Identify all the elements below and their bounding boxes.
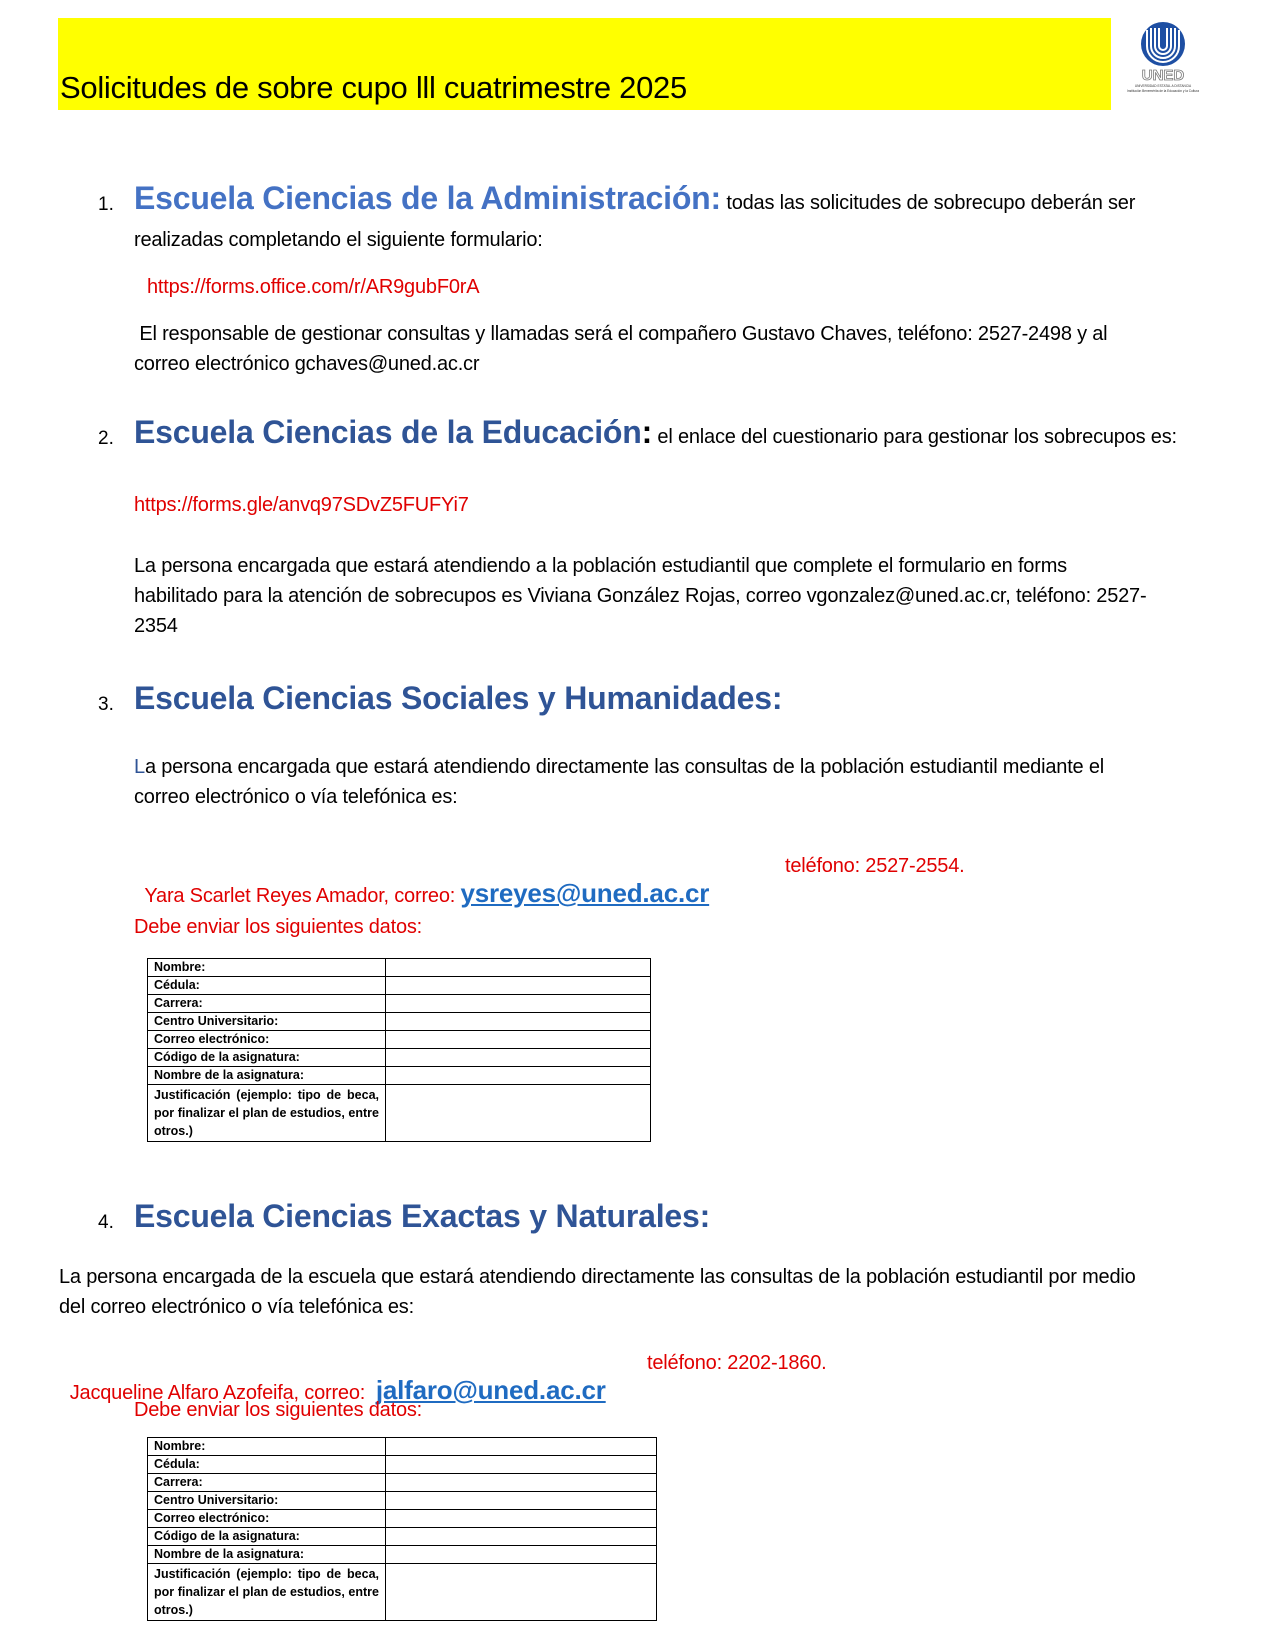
section-4-heading: Escuela Ciencias Exactas y Naturales:	[134, 1198, 711, 1234]
table-row: Correo electrónico:	[148, 1510, 657, 1528]
section-2-contact-line3: 2354	[134, 615, 178, 637]
table-cell-value[interactable]	[386, 977, 651, 995]
section-3-phone: teléfono: 2527-2554.	[785, 855, 965, 877]
section-3-heading: Escuela Ciencias Sociales y Humanidades:	[134, 680, 783, 716]
table-row: Nombre de la asignatura:	[148, 1546, 657, 1564]
table-row: Correo electrónico:	[148, 1031, 651, 1049]
section-3-data-prompt: Debe enviar los siguientes datos:	[134, 916, 423, 938]
table-cell-value[interactable]	[386, 995, 651, 1013]
table-cell-value[interactable]	[386, 1546, 657, 1564]
section-2-contact-line2: habilitado para la atención de sobrecupos es Viviana González Rojas, correo vgonzalez@uned.ac.cr, teléfono: 2527-	[134, 585, 1147, 607]
section-4-body-line2: del correo electrónico o vía telefónica es:	[59, 1296, 414, 1318]
section-3-email-link[interactable]: ysreyes@uned.ac.cr	[460, 878, 710, 908]
table-cell-value[interactable]	[386, 1067, 651, 1085]
table-cell-value[interactable]	[386, 1456, 657, 1474]
table-cell-value[interactable]	[386, 1510, 657, 1528]
section-4-data-prompt: Debe enviar los siguientes datos:	[134, 1399, 423, 1421]
table-row: Nombre de la asignatura:	[148, 1067, 651, 1085]
table-row: Nombre:	[148, 959, 651, 977]
table-cell-value[interactable]	[386, 1031, 651, 1049]
section-3-contact-name: Yara Scarlet Reyes Amador, correo:	[144, 885, 461, 907]
section-3-number: 3.	[98, 694, 114, 715]
section-1-heading-line	[134, 180, 1135, 217]
section-1-heading: Escuela Ciencias de la Administración:	[134, 180, 721, 216]
section-4-contact-name: Jacqueline Alfaro Azofeifa, correo:	[69, 1382, 376, 1404]
table-row: Código de la asignatura:	[148, 1528, 657, 1546]
section-2-heading: Escuela Ciencias de la Educación	[134, 414, 642, 450]
section-4-email-link[interactable]: jalfaro@uned.ac.cr	[375, 1375, 606, 1405]
section-3-body-line1: La persona encargada que estará atendiendo directamente las consultas de la población estudiantil mediante el	[134, 756, 1105, 778]
section-2-number: 2.	[98, 428, 114, 449]
table-row: Carrera:	[148, 995, 651, 1013]
table-cell-value[interactable]	[386, 1085, 651, 1142]
table-cell-value[interactable]	[386, 1474, 657, 1492]
table-cell-value[interactable]	[386, 1438, 657, 1456]
table-cell-value[interactable]	[386, 959, 651, 977]
section-4-phone: teléfono: 2202-1860.	[647, 1352, 827, 1374]
uned-logo-icon	[1118, 20, 1208, 100]
table-row: Carrera:	[148, 1474, 657, 1492]
svg-text:UNIVERSIDAD ESTATAL A DISTANCI: UNIVERSIDAD ESTATAL A DISTANCIA	[1134, 84, 1192, 88]
title-banner	[58, 18, 1111, 110]
table-row: Centro Universitario:	[148, 1492, 657, 1510]
page-title: Solicitudes de sobre cupo lll cuatrimestre 2025	[60, 70, 687, 105]
section-4-data-table	[147, 1437, 657, 1621]
table-row: Centro Universitario:	[148, 1013, 651, 1031]
section-1-number: 1.	[98, 194, 114, 215]
section-1-contact-line2: correo electrónico gchaves@uned.ac.cr	[134, 353, 480, 375]
section-1-intro-line2: realizadas completando el siguiente formulario:	[134, 229, 543, 251]
table-row: Cédula:	[148, 1456, 657, 1474]
table-row: Justificación (ejemplo: tipo de beca, por finalizar el plan de estudios, entre otros.)	[148, 1085, 651, 1142]
section-3-body-line2: correo electrónico o vía telefónica es:	[134, 786, 458, 808]
section-1-form-link[interactable]: https://forms.office.com/r/AR9gubF0rA	[147, 276, 480, 298]
section-3-contact	[134, 848, 709, 911]
table-cell-value[interactable]	[386, 1528, 657, 1546]
svg-text:UNED: UNED	[1141, 67, 1185, 84]
svg-text:Institución Benemérita de la E: Institución Benemérita de la Educación y la Cultura	[1126, 89, 1200, 93]
table-cell-value[interactable]	[386, 1049, 651, 1067]
uned-logo	[1118, 20, 1208, 100]
table-cell-value[interactable]	[386, 1564, 657, 1621]
section-4-body-line1: La persona encargada de la escuela que estará atendiendo directamente las consultas de la población estudiantil por medio	[59, 1266, 1136, 1288]
table-cell-value[interactable]	[386, 1013, 651, 1031]
table-row: Cédula:	[148, 977, 651, 995]
section-2-contact-line1: La persona encargada que estará atendiendo a la población estudiantil que complete el formulario en forms	[134, 555, 1067, 577]
table-row: Código de la asignatura:	[148, 1049, 651, 1067]
table-cell-value[interactable]	[386, 1492, 657, 1510]
section-2-heading-line: Escuela Ciencias de la Educación: el enlace del cuestionario para gestionar los sobrecupos es:	[134, 414, 1177, 450]
table-row: Justificación (ejemplo: tipo de beca, por finalizar el plan de estudios, entre otros.)	[148, 1564, 657, 1621]
section-2-intro: el enlace del cuestionario para gestionar los sobrecupos es:	[652, 426, 1177, 448]
table-row: Nombre:	[148, 1438, 657, 1456]
section-1-contact-line1: El responsable de gestionar consultas y llamadas será el compañero Gustavo Chaves, teléfono: 2527-2498 y al	[134, 323, 1108, 345]
section-4-number: 4.	[98, 1212, 114, 1233]
section-3-data-table	[147, 958, 651, 1142]
section-2-form-link[interactable]: https://forms.gle/anvq97SDvZ5FUFYi7	[134, 494, 469, 516]
section-1-intro: todas las solicitudes de sobrecupo deberán ser	[720, 192, 1136, 214]
